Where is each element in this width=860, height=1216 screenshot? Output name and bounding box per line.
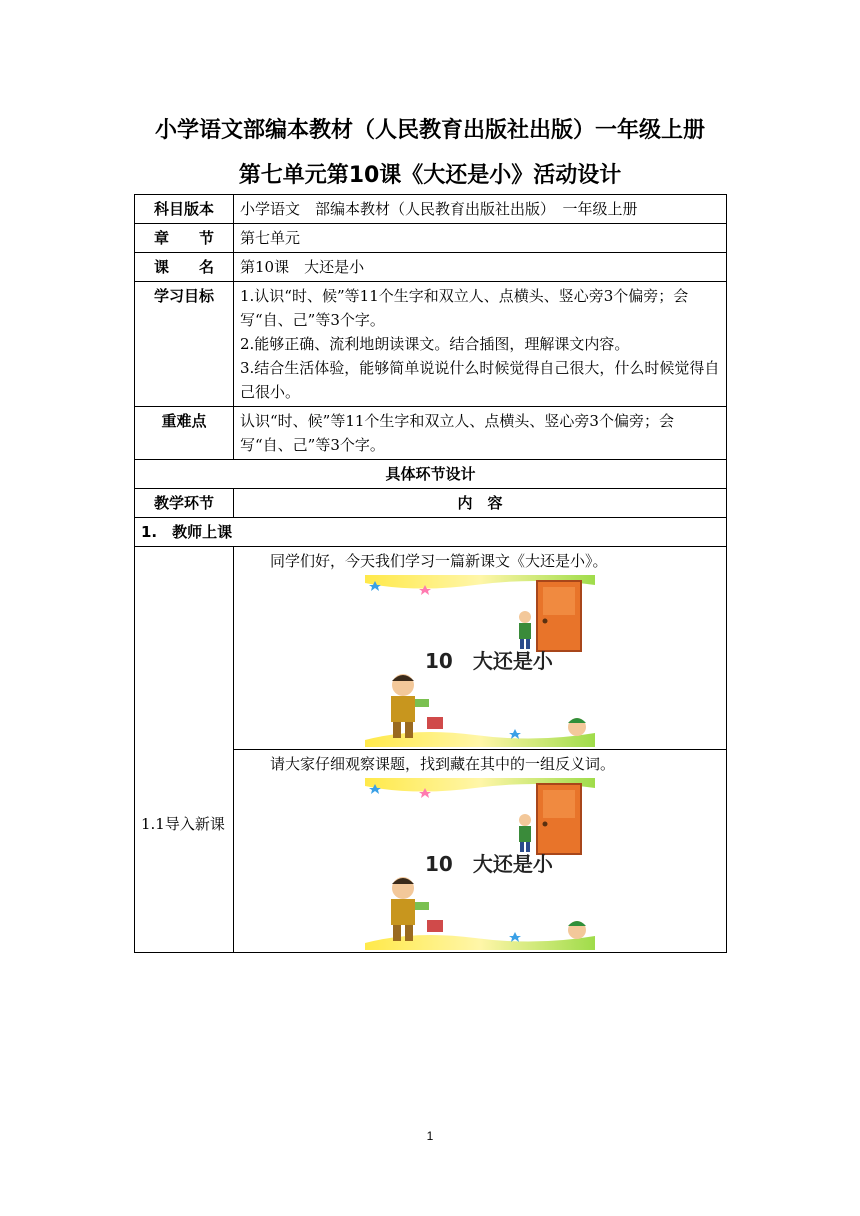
goals-value [234,282,727,407]
goal-item: 1.认识“时、候”等11个生字和双立人、点横头、竖心旁3个偏旁；会写“自、己”等3个字。 [240,287,689,329]
key-points-value: 认识“时、候”等11个生字和双立人、点横头、竖心旁3个偏旁；会写“自、己”等3个字。 [234,407,727,460]
subject-row [135,195,727,224]
content-text: 同学们好，今天我们学习一篇新课文《大还是小》。 [270,552,608,570]
content-cell [234,750,727,953]
step-row [135,547,727,750]
page-number: 1 [426,1129,434,1143]
content-text: 请大家仔细观察课题，找到藏在其中的一组反义词。 [270,755,616,773]
goal-item: 3.结合生活体验，能够简单说说什么时候觉得自己很大，什么时候觉得自己很小。 [240,359,720,401]
lesson-cover-image [365,575,595,747]
chapter-label: 章 节 [135,224,234,253]
cover-title-text: 10 大还是小 [425,649,553,673]
lesson-row [135,253,727,282]
cover-title-text: 10 大还是小 [425,852,553,876]
key-points-label: 重难点 [135,407,234,460]
design-header: 具体环节设计 [135,460,727,489]
lesson-cover-image [365,778,595,950]
column-header-content: 内 容 [234,489,727,518]
goal-item: 2.能够正确、流利地朗读课文。结合插图，理解课文内容。 [240,335,630,353]
lesson-label: 课 名 [135,253,234,282]
document-title-line-2: 第七单元第10课《大还是小》活动设计 [238,163,622,188]
subject-value: 小学语文 部编本教材（人民教育出版社出版） 一年级上册 [234,195,727,224]
step-label: 1.1导入新课 [135,547,234,953]
design-header-row [135,460,727,489]
section-title: 1. 教师上课 [135,518,727,547]
goals-row [135,282,727,407]
column-header-step: 教学环节 [135,489,234,518]
chapter-value: 第七单元 [234,224,727,253]
key-points-row [135,407,727,460]
column-header-row [135,489,727,518]
section-row [135,518,727,547]
content-cell [234,547,727,750]
goals-label: 学习目标 [135,282,234,407]
document-title-line-1: 小学语文部编本教材（人民教育出版社出版）一年级上册 [154,118,705,143]
lesson-value: 第10课 大还是小 [234,253,727,282]
subject-label: 科目版本 [135,195,234,224]
chapter-row [135,224,727,253]
lesson-design-table [134,194,727,953]
